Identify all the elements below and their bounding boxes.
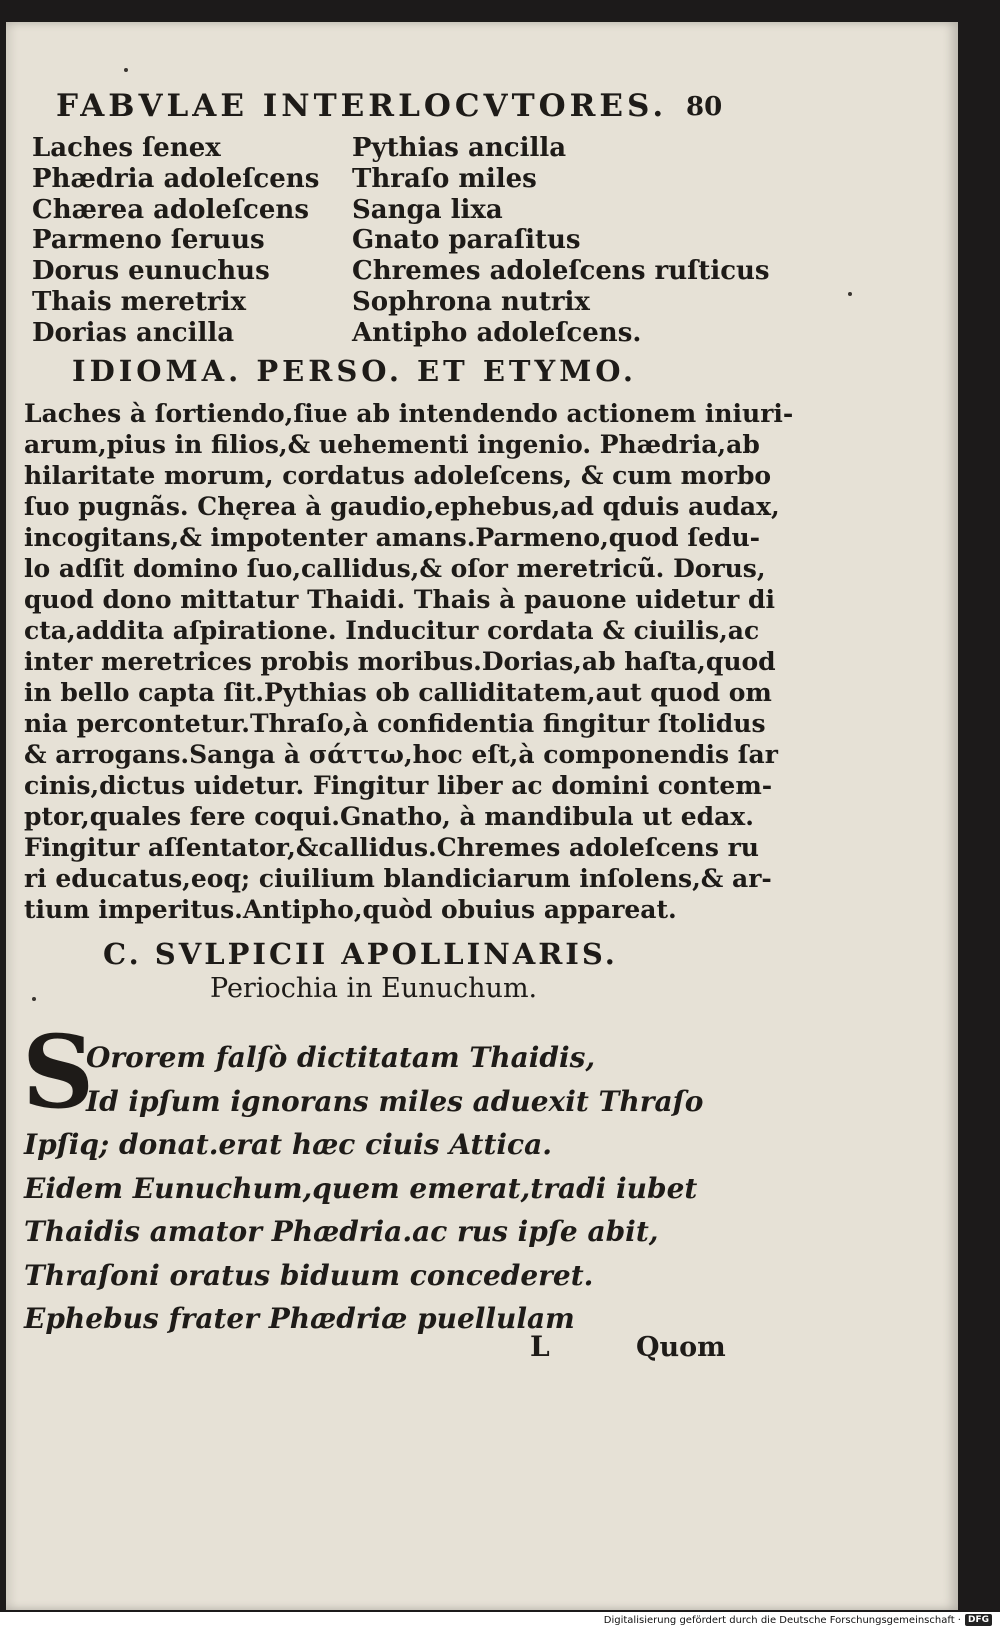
digitization-credit <box>604 1614 992 1626</box>
text-line: Fingitur aſſentator,&callidus.Chremes adoleſcens ru <box>24 833 759 862</box>
text-line: hilaritate morum, cordatus adoleſcens, & cum morbo <box>24 461 772 490</box>
text-line: tium imperitus.Antipho,quòd obuius appareat. <box>24 895 677 924</box>
verse-line: Thaidis amator Phædria.ac rus ipſe abit, <box>24 1215 659 1248</box>
section-subheading: IDIOMA. PERSO. ET ETYMO. <box>72 354 637 388</box>
verse-line: Ipſiq; donat.erat hæc ciuis Attica. <box>24 1128 552 1161</box>
text-line: ri educatus,eoq; ciuilium blandiciarum inſolens,& ar- <box>24 864 772 893</box>
text-line: arum,pius in filios,& uehementi ingenio. Phædria,ab <box>24 430 760 459</box>
text-line: nia percontetur.Thraſo,à confidentia fingitur ſtolidus <box>24 709 766 738</box>
catchword: Quom <box>636 1332 726 1363</box>
text-line: incogitans,& impotenter amans.Parmeno,quod ſedu- <box>24 523 761 552</box>
verse-line: Ororem falſò dictitatam Thaidis, <box>86 1041 596 1074</box>
drop-capital: S <box>22 1013 95 1131</box>
paper-speck <box>124 68 128 72</box>
periochia-title: C. SVLPICII APOLLINARIS. <box>103 937 618 971</box>
cast-entry: Chærea adoleſcens <box>32 194 309 225</box>
verse-line: Eidem Eunuchum,quem emerat,tradi iubet <box>24 1171 698 1205</box>
cast-list-right <box>352 133 770 349</box>
text-line: inter meretrices probis moribus.Dorias,ab haſta,quod <box>24 647 776 676</box>
page-heading: FABVLAE INTERLOCVTORES. <box>56 88 668 124</box>
cast-entry: Sophrona nutrix <box>352 286 590 317</box>
cast-entry: Thais meretrix <box>32 286 247 317</box>
verse-line: Thraſoni oratus biduum concederet. <box>24 1258 594 1292</box>
etymology-paragraph <box>24 398 794 925</box>
text-line: Laches à ſortiendo,ſiue ab intendendo actionem iniuri- <box>24 399 794 428</box>
periochia-subtitle: Periochia in Eunuchum. <box>210 973 538 1004</box>
text-line: & arrogans.Sanga à σάττω,hoc eſt,à componendis ſar <box>24 740 778 769</box>
cast-entry: Dorias ancilla <box>32 317 235 348</box>
credit-text: Digitalisierung gefördert durch die Deutsche Forschungsgemeinschaft · <box>603 1614 961 1626</box>
signature-mark: L <box>530 1330 550 1363</box>
cast-entry: Chremes adoleſcens ruſticus <box>352 256 770 287</box>
text-line: in bello capta ſit.Pythias ob calliditatem,aut quod om <box>24 678 772 707</box>
text-line: lo adſit domino ſuo,callidus,& oſor meretricũ. Dorus, <box>24 554 766 583</box>
text-line: cinis,dictus uidetur. Fingitur liber ac domini contem- <box>24 771 773 800</box>
text-line: ſuo pugnãs. Chęrea à gaudio,ephebus,ad qduis audax, <box>24 492 780 521</box>
paper-speck <box>32 997 36 1001</box>
cast-entry: Laches ſenex <box>32 133 221 163</box>
cast-entry: Sanga lixa <box>352 194 503 225</box>
text-line: cta,addita aſpiratione. Inducitur cordata & ciuilis,ac <box>24 616 760 645</box>
dfg-logo: DFG <box>965 1614 992 1626</box>
cast-entry: Thraſo miles <box>352 163 537 194</box>
cast-entry: Phædria adoleſcens <box>32 163 320 194</box>
cast-entry: Pythias ancilla <box>352 133 567 163</box>
cast-entry: Dorus eunuchus <box>32 256 270 287</box>
cast-entry: Parmeno ſeruus <box>32 225 265 256</box>
text-line: quod dono mittatur Thaidi. Thais à pauone uidetur di <box>24 585 776 614</box>
cast-entry: Antipho adoleſcens. <box>352 317 642 348</box>
cast-entry: Gnato paraſitus <box>352 225 581 256</box>
folio-number: 80 <box>686 92 723 122</box>
verse-line: Ephebus frater Phædriæ puellulam <box>24 1302 575 1335</box>
cast-list-left <box>32 133 319 349</box>
verse-line: Id ipſum ignorans miles aduexit Thraſo <box>86 1084 704 1118</box>
paper-speck <box>848 292 852 296</box>
text-line: ptor,quales fere coqui.Gnatho, à mandibula ut edax. <box>24 802 754 831</box>
verse-block <box>24 1036 703 1341</box>
